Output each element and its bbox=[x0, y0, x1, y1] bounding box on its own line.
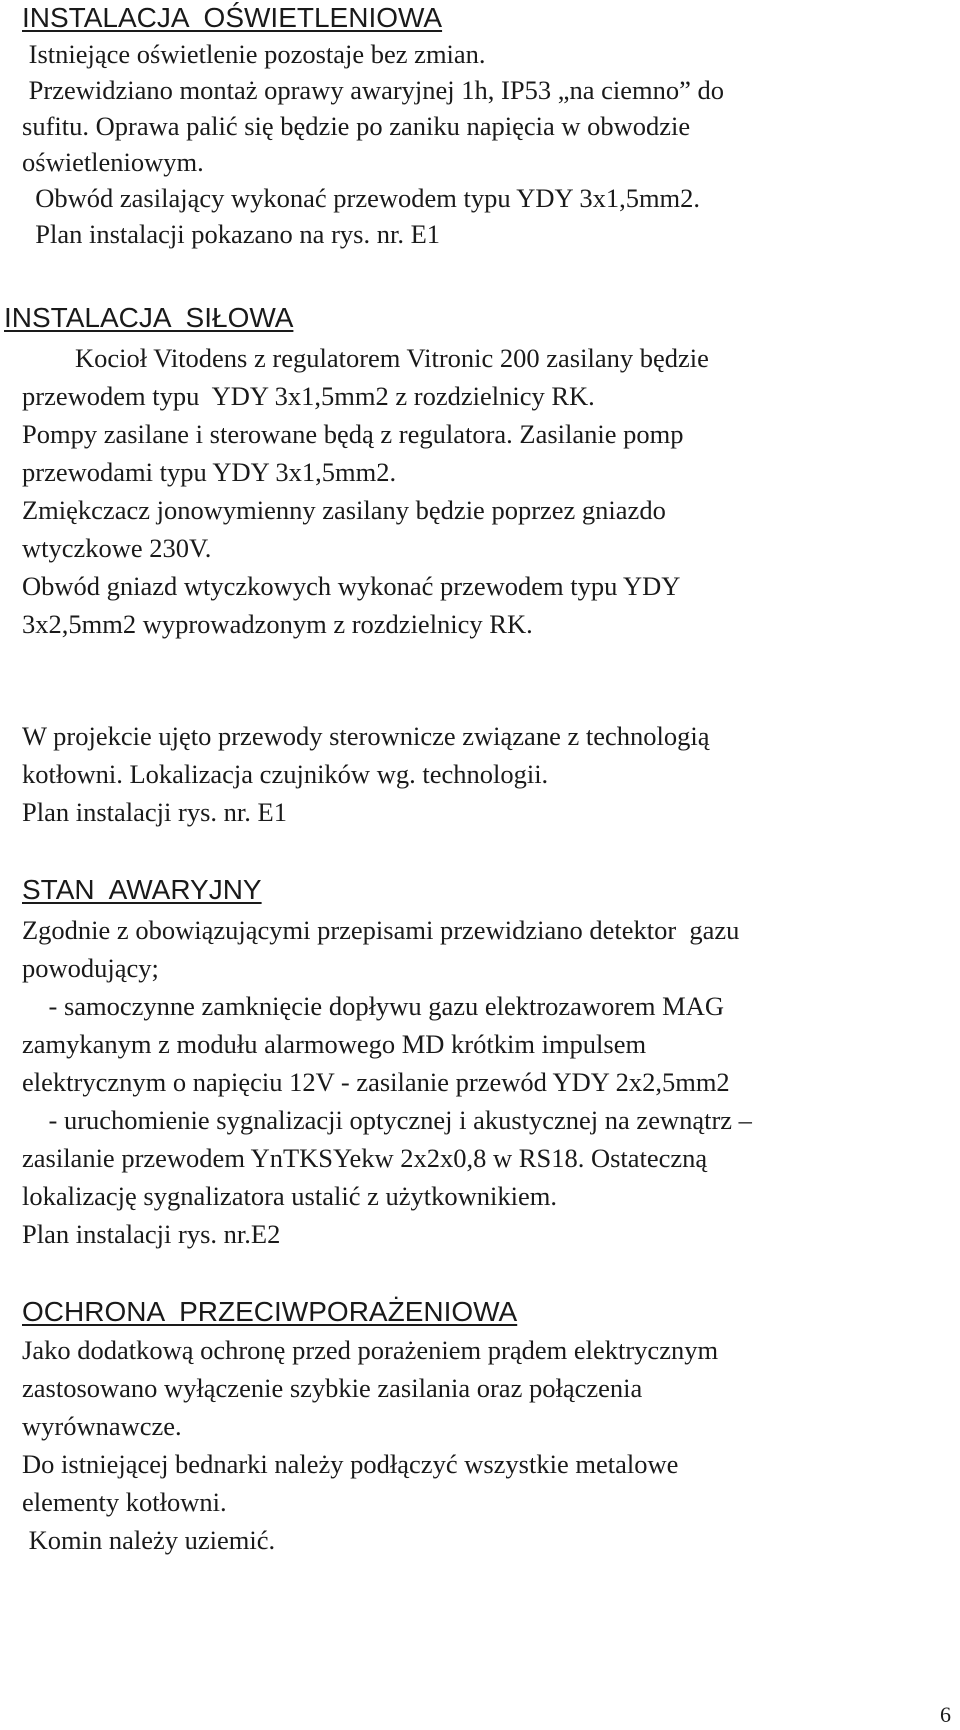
section-heading-power: INSTALACJA SIŁOWA bbox=[4, 302, 294, 333]
text-line: Plan instalacji rys. nr.E2 bbox=[22, 1219, 281, 1249]
text-line: Obwód zasilający wykonać przewodem typu YDY 3x1,5mm2. bbox=[22, 183, 701, 213]
text-line: Do istniejącej bednarki należy podłączyć wszystkie metalowe bbox=[22, 1449, 679, 1479]
text-line: Pompy zasilane i sterowane będą z regulatora. Zasilanie pomp bbox=[22, 419, 684, 449]
text-line: przewodem typu YDY 3x1,5mm2 z rozdzielnicy RK. bbox=[22, 381, 595, 411]
text-line: Plan instalacji rys. nr. E1 bbox=[22, 797, 287, 827]
text-line: zamykanym z modułu alarmowego MD krótkim impulsem bbox=[22, 1029, 647, 1059]
text-line: Kocioł Vitodens z regulatorem Vitronic 200 zasilany będzie bbox=[22, 343, 709, 373]
text-line: sufitu. Oprawa palić się będzie po zaniku napięcia w obwodzie bbox=[22, 111, 691, 141]
text-line: Obwód gniazd wtyczkowych wykonać przewodem typu YDY bbox=[22, 571, 681, 601]
text-line: Jako dodatkową ochronę przed porażeniem prądem elektrycznym bbox=[22, 1335, 719, 1365]
text-line: zasilanie przewodem YnTKSYekw 2x2x0,8 w RS18. Ostateczną bbox=[22, 1143, 708, 1173]
text-line: elektrycznym o napięciu 12V - zasilanie przewód YDY 2x2,5mm2 bbox=[22, 1067, 730, 1097]
text-line: elementy kotłowni. bbox=[22, 1487, 227, 1517]
section-heading-shock-protection: OCHRONA PRZECIWPORAŻENIOWA bbox=[22, 1296, 518, 1327]
text-line: Plan instalacji pokazano na rys. nr. E1 bbox=[22, 219, 441, 249]
text-line: Przewidziano montaż oprawy awaryjnej 1h, IP53 „na ciemno” do bbox=[22, 75, 725, 105]
page-number: 6 bbox=[940, 1702, 951, 1727]
section-heading-emergency: STAN AWARYJNY bbox=[22, 874, 262, 905]
text-line: wtyczkowe 230V. bbox=[22, 533, 212, 563]
text-line: powodujący; bbox=[22, 953, 159, 983]
text-line: Zgodnie z obowiązującymi przepisami przewidziano detektor gazu bbox=[22, 915, 740, 945]
text-line: Zmiękczacz jonowymienny zasilany będzie poprzez gniazdo bbox=[22, 495, 666, 525]
text-line: przewodami typu YDY 3x1,5mm2. bbox=[22, 457, 397, 487]
text-line: - samoczynne zamknięcie dopływu gazu elektrozaworem MAG bbox=[22, 991, 724, 1021]
text-line: lokalizację sygnalizatora ustalić z użytkownikiem. bbox=[22, 1181, 557, 1211]
text-line: wyrównawcze. bbox=[22, 1411, 182, 1441]
text-line: Komin należy uziemić. bbox=[22, 1525, 276, 1555]
section-heading-lighting: INSTALACJA OŚWIETLENIOWA bbox=[22, 2, 443, 33]
text-line: - uruchomienie sygnalizacji optycznej i akustycznej na zewnątrz – bbox=[22, 1105, 752, 1135]
text-line: Istniejące oświetlenie pozostaje bez zmian. bbox=[22, 39, 486, 69]
text-line: 3x2,5mm2 wyprowadzonym z rozdzielnicy RK. bbox=[22, 609, 533, 639]
text-line: kotłowni. Lokalizacja czujników wg. technologii. bbox=[22, 759, 549, 789]
text-line: W projekcie ujęto przewody sterownicze związane z technologią bbox=[22, 721, 710, 751]
text-line: zastosowano wyłączenie szybkie zasilania oraz połączenia bbox=[22, 1373, 643, 1403]
text-line: oświetleniowym. bbox=[22, 147, 204, 177]
